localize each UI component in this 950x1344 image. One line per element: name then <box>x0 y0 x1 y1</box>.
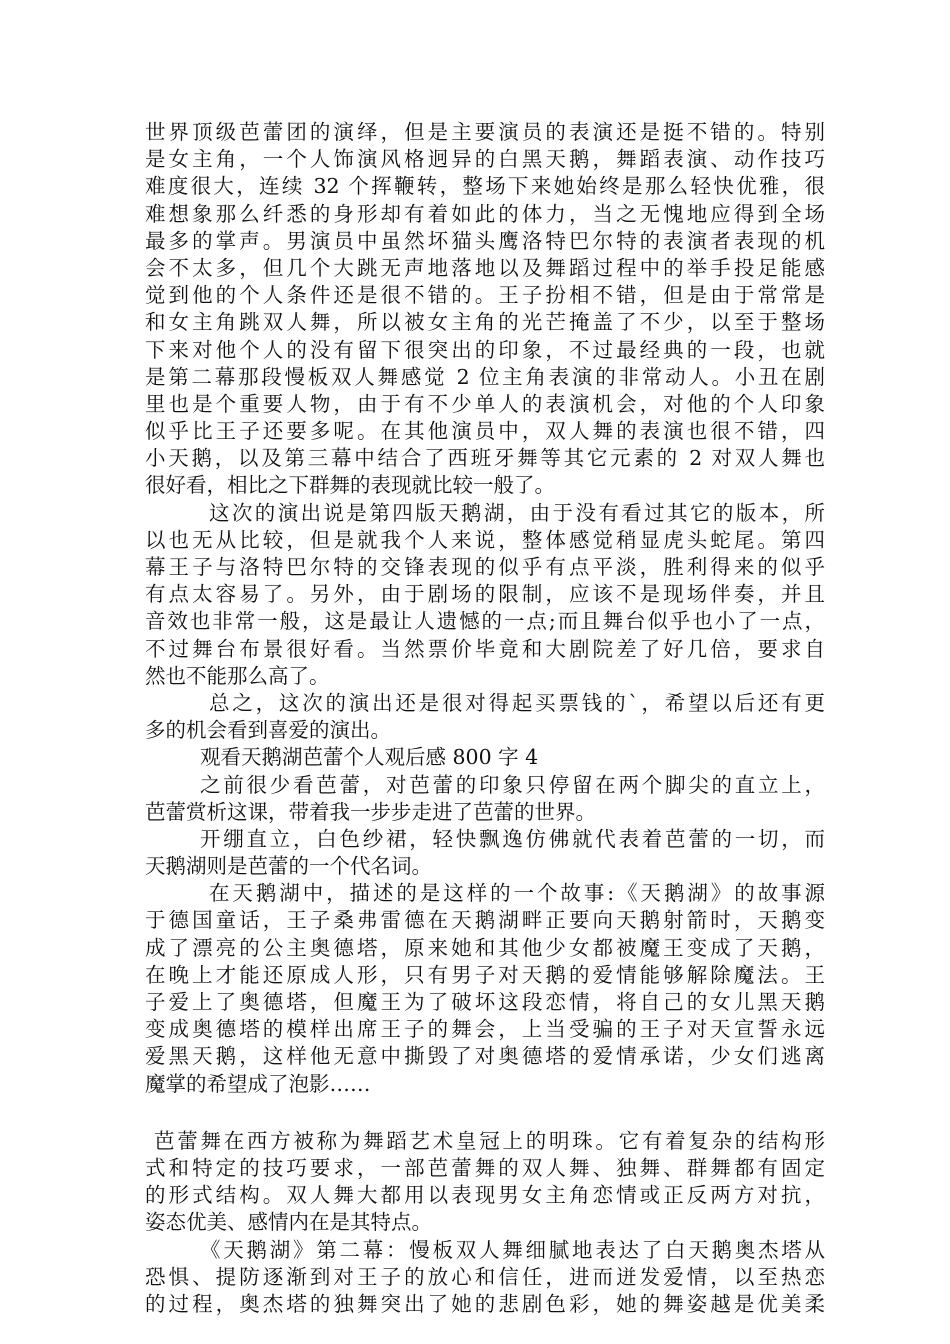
text-line: 里也是个重要人物，由于有不少单人的表演机会，对他的个人印象 <box>145 391 825 416</box>
paragraph-gap <box>145 1098 825 1128</box>
text-line: 姿态优美、感情内在是其特点。 <box>145 1210 432 1235</box>
paragraph <box>145 500 825 690</box>
text-line: 的形式结构。双人舞大都用以表现男女主角恋情或正反两方对抗， <box>145 1183 825 1208</box>
paragraph <box>145 826 825 880</box>
text-line: 总之，这次的演出还是很对得起买票钱的`，希望以后还有更 <box>209 690 825 715</box>
document-body <box>145 119 825 1318</box>
text-line: 这次的演出说是第四版天鹅湖，由于没有看过其它的版本，所 <box>209 500 825 525</box>
text-line: 式和特定的技巧要求，一部芭蕾舞的双人舞、独舞、群舞都有固定 <box>145 1155 825 1180</box>
paragraph <box>145 119 825 500</box>
heading-line: 观看天鹅湖芭蕾个人观后感 800 字 4 <box>200 745 539 770</box>
text-line: 芭蕾赏析这课，带着我一步步走进了芭蕾的世界。 <box>145 799 596 824</box>
section-heading <box>145 744 825 771</box>
text-line: 最多的掌声。男演员中虽然坏猫头鹰洛特巴尔特的表演者表现的机 <box>145 228 825 253</box>
text-line: 以也无从比较，但是就我个人来说，整体感觉稍显虎头蛇尾。第四 <box>145 527 825 552</box>
text-line: 小天鹅，以及第三幕中结合了西班牙舞等其它元素的 2 对双人舞也 <box>145 446 825 471</box>
text-line: 然也不能那么高了。 <box>145 663 330 688</box>
text-line: 是女主角，一个人饰演风格迥异的白黑天鹅，舞蹈表演、动作技巧 <box>145 147 825 172</box>
text-line: 开绷直立，白色纱裙，轻快飘逸仿佛就代表着芭蕾的一切，而 <box>200 826 825 851</box>
text-line: 是第二幕那段慢板双人舞感觉 2 位主角表演的非常动人。小丑在剧 <box>145 364 825 389</box>
text-line: 觉到他的个人条件还是很不错的。王子扮相不错，但是由于常常是 <box>145 283 825 308</box>
text-line: 的过程，奥杰塔的独舞突出了她的悲剧色彩，她的舞姿越是优美柔 <box>145 1291 825 1316</box>
text-line: 在天鹅湖中，描述的是这样的一个故事:《天鹅湖》的故事源 <box>209 881 825 906</box>
text-line: 多的机会看到喜爱的演出。 <box>145 718 391 743</box>
text-line: 在晚上才能还原成人形，只有男子对天鹅的爱情能够解除魔法。王 <box>145 962 825 987</box>
text-line: 世界顶级芭蕾团的演绎，但是主要演员的表演还是挺不错的。特别 <box>145 120 825 144</box>
paragraph <box>145 690 825 744</box>
text-line: 《天鹅湖》第二幕：慢板双人舞细腻地表达了白天鹅奥杰塔从 <box>200 1237 825 1262</box>
text-line: 之前很少看芭蕾，对芭蕾的印象只停留在两个脚尖的直立上， <box>200 772 825 797</box>
text-line: 芭蕾舞在西方被称为舞蹈艺术皇冠上的明珠。它有着复杂的结构形 <box>154 1128 825 1153</box>
text-line: 音效也非常一般，这是最让人遗憾的一点;而且舞台似乎也小了一点， <box>145 609 825 634</box>
paragraph <box>145 1128 825 1237</box>
paragraph <box>145 880 825 1098</box>
text-line: 于德国童话，王子桑弗雷德在天鹅湖畔正要向天鹅射箭时，天鹅变 <box>145 908 825 933</box>
paragraph <box>145 772 825 826</box>
text-line: 爱黑天鹅，这样他无意中撕毁了对奥德塔的爱情承诺，少女们逃离 <box>145 1044 825 1069</box>
text-line: 有点太容易了。另外，由于剧场的限制，应该不是现场伴奏，并且 <box>145 582 825 607</box>
text-line: 会不太多，但几个大跳无声地落地以及舞蹈过程中的举手投足能感 <box>145 255 825 280</box>
text-line: 魔掌的希望成了泡影…… <box>145 1071 371 1096</box>
text-line: 难想象那么纤悉的身形却有着如此的体力，当之无愧地应得到全场 <box>145 201 825 226</box>
text-line: 难度很大，连续 32 个挥鞭转，整场下来她始终是那么轻快优雅，很 <box>145 174 825 199</box>
text-line: 不过舞台布景很好看。当然票价毕竟和大剧院差了好几倍，要求自 <box>145 636 825 661</box>
text-line: 很好看，相比之下群舞的表现就比较一般了。 <box>145 473 555 498</box>
text-line: 下来对他个人的没有留下很突出的印象，不过最经典的一段，也就 <box>145 337 825 362</box>
text-line: 和女主角跳双人舞，所以被女主角的光芒掩盖了不少，以至于整场 <box>145 310 825 335</box>
paragraph <box>145 1237 825 1319</box>
text-line: 天鹅湖则是芭蕾的一个代名词。 <box>145 854 432 879</box>
text-line: 似乎比王子还要多呢。在其他演员中，双人舞的表演也很不错，四 <box>145 419 825 444</box>
text-line: 幕王子与洛特巴尔特的交锋表现的似乎有点平淡，胜利得来的似乎 <box>145 555 825 579</box>
text-line: 变成奥德塔的模样出席王子的舞会，上当受骗的王子对天宣誓永远 <box>145 1017 825 1042</box>
text-line: 子爱上了奥德塔，但魔王为了破坏这段恋情，将自己的女儿黑天鹅 <box>145 990 825 1014</box>
text-line: 成了漂亮的公主奥德塔，原来她和其他少女都被魔王变成了天鹅， <box>145 935 825 960</box>
text-line: 恐惧、提防逐渐到对王子的放心和信任，进而迸发爱情，以至热恋 <box>145 1264 825 1289</box>
